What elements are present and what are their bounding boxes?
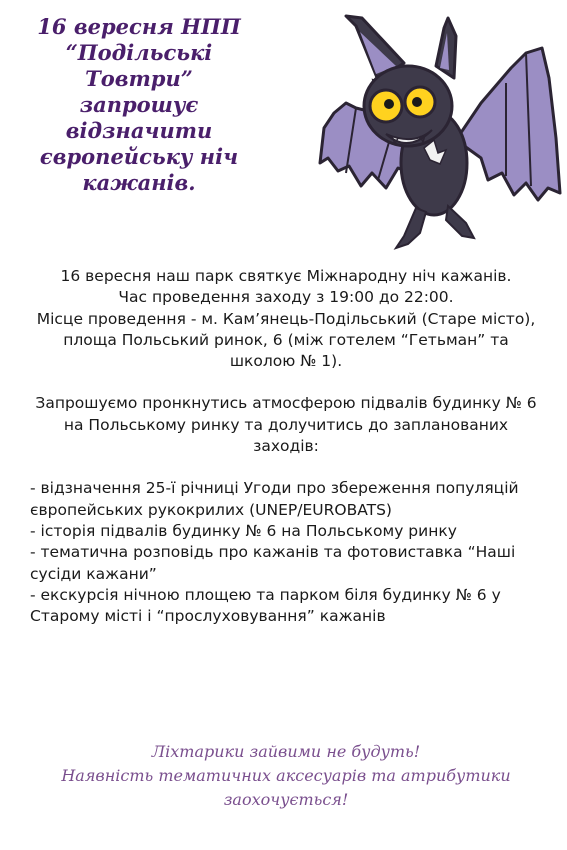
headline-line: “Подільські <box>65 40 213 65</box>
bat-right-wing <box>456 48 560 200</box>
intro-date: 16 вересня наш парк святкує Міжнародну ніч кажанів. <box>60 267 512 285</box>
headline-line: Товтри” <box>85 66 193 91</box>
headline-line: кажанів. <box>82 170 196 195</box>
list-item: - екскурсія нічною площею та парком біля будинку № 6 у Старому місті і “прослуховування” кажанів <box>30 585 501 626</box>
headline-line: відзначити <box>65 118 213 143</box>
footer-note <box>30 740 542 812</box>
intro-location: Місце проведення - м. Кам’янець-Подільський (Старе місто), площа Польський ринок, 6 (між готелем “Гетьман” та школою № 1). <box>36 309 536 371</box>
intro-time: Час проведення заходу з 19:00 до 22:00. <box>118 288 454 307</box>
cartoon-bat-icon <box>316 8 566 258</box>
footer-line: Ліхтарики зайвими не будуть! <box>151 742 421 761</box>
headline-line: 16 вересня НПП <box>37 14 241 39</box>
headline-line: запрошує <box>79 92 199 117</box>
event-description <box>30 266 542 627</box>
list-item: - історія підвалів будинку № 6 на Польському ринку <box>30 521 457 540</box>
event-headline <box>14 14 264 196</box>
intro-block <box>30 266 542 372</box>
events-list <box>30 478 542 627</box>
list-item: - тематична розповідь про кажанів та фотовиставка “Наші сусіди кажани” <box>30 543 516 583</box>
headline-line: європейську ніч <box>39 144 239 169</box>
list-item: - відзначення 25-ї річниці Угоди про збереження популяцій європейських рукокрилих (UNEP/EUROBATS) <box>30 479 519 519</box>
invite-text: Запрошуємо пронкнутись атмосферою підвалів будинку № 6 на Польському ринку та долучитись до запланованих заходів: <box>35 394 537 456</box>
footer-line: Наявність тематичних аксесуарів та атрибутики заохочується! <box>61 766 511 809</box>
